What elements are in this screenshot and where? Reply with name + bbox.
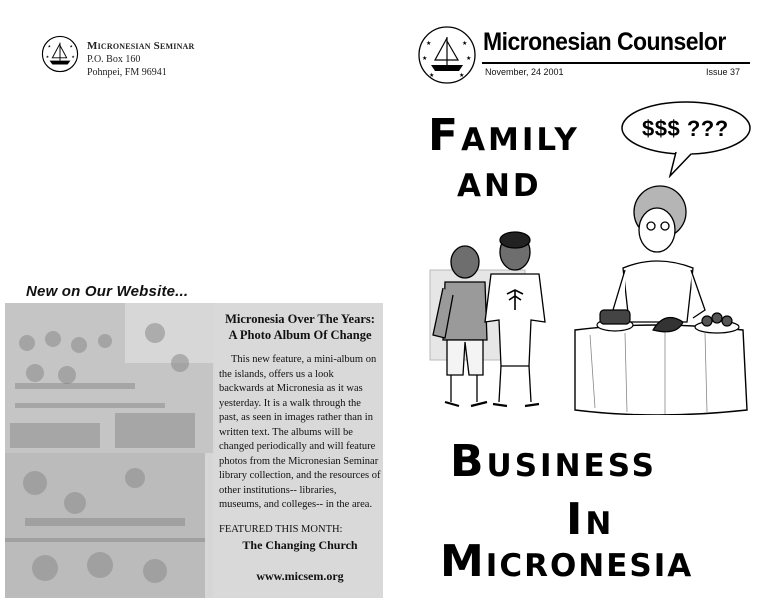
publisher-name: Micronesian Seminar: [87, 40, 195, 52]
headline-business-initial: B: [450, 436, 487, 487]
album-feature-text: [219, 311, 381, 583]
headline-micronesia-initial: M: [440, 536, 486, 587]
masthead-rule: [482, 62, 750, 64]
svg-text:★: ★: [429, 72, 435, 79]
issue-date: November, 24 2001: [485, 67, 564, 77]
headline-business-rest: USINESS: [486, 448, 657, 484]
svg-text:★: ★: [71, 53, 75, 59]
svg-text:★: ★: [459, 72, 465, 79]
headline-family: [428, 110, 580, 161]
headline-in-rest: N: [585, 506, 615, 542]
micronesian-seminar-logo: [41, 35, 79, 73]
svg-text:★: ★: [422, 55, 428, 62]
website-url[interactable]: www.micsem.org: [256, 568, 344, 583]
headline-family-rest: AMILY: [461, 122, 580, 158]
svg-text:★: ★: [47, 43, 52, 49]
address-line-1: P.O. Box 160: [87, 54, 141, 65]
headline-business: [450, 436, 657, 487]
issue-number: Issue 37: [706, 67, 741, 77]
album-title-line-1: Micronesia Over The Years:: [225, 312, 375, 326]
album-title-line-2: A Photo Album Of Change: [228, 328, 372, 342]
svg-text:★: ★: [69, 43, 73, 49]
svg-text:★: ★: [462, 40, 468, 47]
album-title: [219, 311, 381, 343]
headline-and: AND: [457, 168, 542, 204]
svg-text:★: ★: [466, 55, 472, 62]
family-business-illustration: [425, 170, 750, 415]
headline-family-initial: F: [428, 110, 462, 161]
publisher-address: [87, 40, 195, 79]
micronesian-counselor-logo: [417, 25, 477, 85]
featured-value: The Changing Church: [242, 538, 358, 552]
svg-text:★: ★: [426, 40, 432, 47]
album-description: This new feature, a mini-album on the islands, offers us a look backwards at Micronesia as it was yesterday. It is a walk through the past, as seen in images rather than in written text. The albums will be changed periodically and will feature photos from the Micronesian Seminar library collection, and the resources of other institutions-- libraries, museums, and colleges-- in the area.: [219, 354, 381, 510]
svg-text:★: ★: [45, 53, 50, 59]
featured-label: FEATURED THIS MONTH:: [219, 523, 343, 535]
website-feature-panel: [5, 303, 383, 598]
headline-micronesia: [440, 536, 693, 587]
address-line-2: Pohnpei, FM 96941: [87, 67, 167, 78]
website-section-heading: New on Our Website...: [26, 283, 189, 300]
headline-micronesia-rest: ICRONESIA: [485, 548, 694, 584]
speech-bubble-text: $$$ ???: [642, 116, 729, 141]
newsletter-title: Micronesian Counselor: [483, 28, 726, 56]
headline-in-initial: I: [566, 494, 586, 545]
